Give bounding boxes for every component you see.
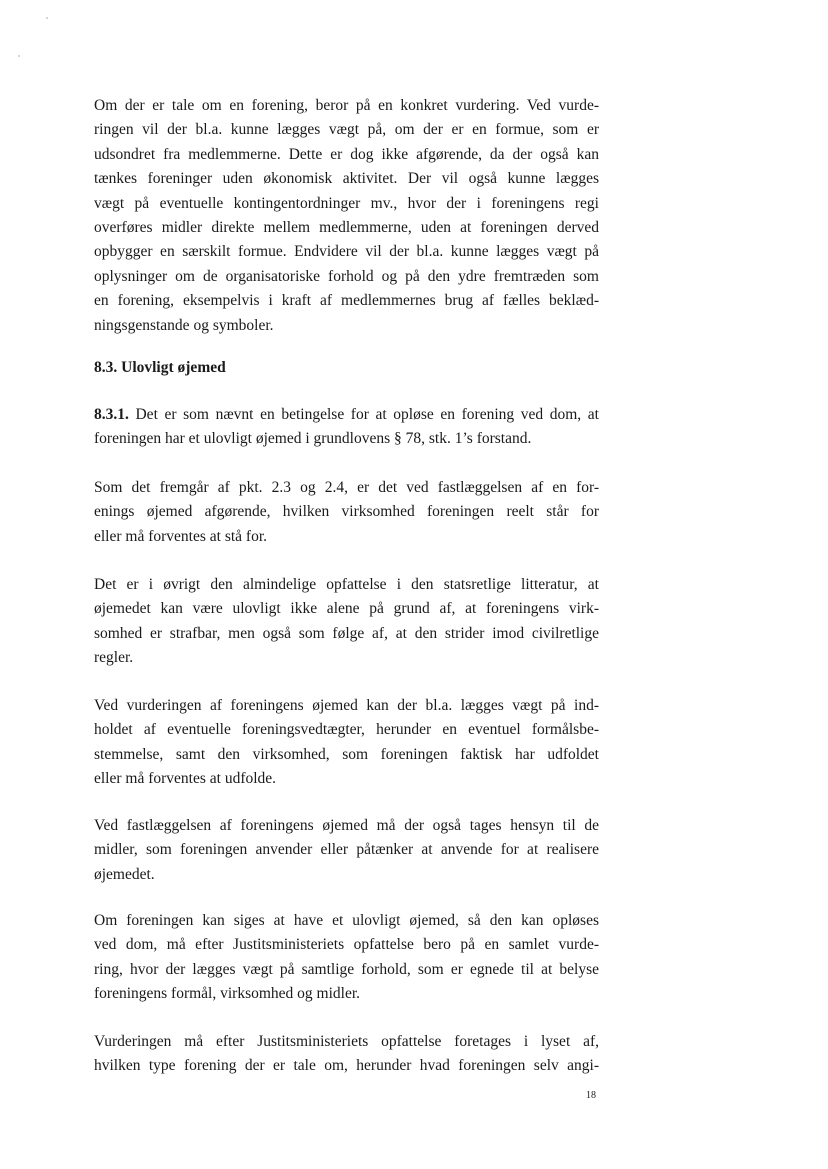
text-line: opbygger en særskilt formue. Endvidere vil der bl.a. kunne lægges vægt på (94, 243, 599, 261)
text-line: foreningens formål, virksomhed og midler. (94, 985, 361, 1003)
text-line: Som det fremgår af pkt. 2.3 og 2.4, er det ved fastlæggelsen af en for- (94, 479, 599, 496)
text-line (94, 403, 599, 427)
text-line: Om der er tale om en forening, beror på en konkret vurdering. Ved vurde- (94, 97, 599, 114)
paragraph-samlet-vurdering (94, 909, 599, 1007)
text-line: eller må forventes at udfolde. (94, 770, 277, 788)
text-line: oplysninger om de organisatoriske forhold og på den ydre fremtræden som (94, 267, 599, 285)
text-line: vægt på eventuelle kontingentordninger mv., hvor der i foreningens regi (94, 194, 599, 212)
text-line: overføres midler direkte mellem medlemmerne, uden at foreningen derved (94, 218, 599, 236)
text-line: stemmelse, samt den virksomhed, som foreningen faktisk har udfoldet (94, 745, 599, 763)
text-line: Det er i øvrigt den almindelige opfattelse i den statsretlige litteratur, at (94, 576, 599, 593)
text-line: hvilken type forening der er tale om, herunder hvad foreningen selv angi- (94, 1057, 599, 1075)
paragraph-vurdering-oejemed (94, 694, 599, 792)
paragraph-fastlaeggelse (94, 476, 599, 549)
paragraph-midler (94, 814, 599, 887)
text-line: en forening, eksempelvis i kraft af medlemmernes brug af fælles beklæd- (94, 292, 599, 310)
text-line: foreningen har et ulovligt øjemed i grundlovens § 78, stk. 1’s forstand. (94, 430, 532, 448)
paragraph-foreningsbegreb (94, 94, 599, 338)
text-line: enings øjemed afgørende, hvilken virksomhed foreningen reelt står for (94, 503, 599, 521)
text-line: ring, hvor der lægges vægt på samtlige forhold, som er egnede til at belyse (94, 960, 599, 978)
text-line: Vurderingen må efter Justitsministeriets opfattelse foretages i lyset af, (94, 1033, 599, 1050)
text-line: øjemedet kan være ulovligt ikke alene på grund af, at foreningens virk- (94, 600, 599, 618)
subsection-text: Det er som nævnt en betingelse for at opløse en forening ved dom, at (128, 406, 599, 423)
scan-speck (46, 17, 48, 19)
text-line: holdet af eventuelle foreningsvedtægter, herunder en eventuel formålsbe- (94, 721, 599, 739)
text-line: ringen vil der bl.a. kunne lægges vægt på, om der er en formue, som er (94, 121, 599, 139)
text-line: regler. (94, 649, 134, 667)
text-line: øjemedet. (94, 865, 155, 883)
text-line: ved dom, må efter Justitsministeriets opfattelse bero på en samlet vurde- (94, 936, 599, 954)
text-line: midler, som foreningen anvender eller påtænker at anvende for at realisere (94, 841, 599, 859)
section-heading: 8.3. Ulovligt øjemed (94, 359, 226, 376)
scan-speck (18, 55, 20, 57)
text-line: somhed er strafbar, men også som følge af, at den strider imod civilretlige (94, 624, 599, 642)
subsection-number: 8.3.1. (94, 406, 129, 423)
page-number: 18 (586, 1090, 596, 1101)
text-line: tænkes foreninger uden økonomisk aktivitet. Der vil også kunne lægges (94, 170, 599, 188)
text-line: udsondret fra medlemmerne. Dette er dog ikke afgørende, da der også kan (94, 145, 599, 163)
text-line: eller må forventes at stå for. (94, 527, 268, 545)
text-line: Om foreningen kan siges at have et ulovligt øjemed, så den kan opløses (94, 912, 599, 929)
paragraph-subsection-8-3-1 (94, 403, 599, 452)
text-line: Ved vurderingen af foreningens øjemed kan der bl.a. lægges vægt på ind- (94, 697, 599, 714)
paragraph-forening-type (94, 1030, 599, 1079)
text-line: Ved fastlæggelsen af foreningens øjemed må der også tages hensyn til de (94, 817, 599, 834)
paragraph-statsretlig-litteratur (94, 573, 599, 671)
text-line: ningsgenstande og symboler. (94, 316, 274, 334)
